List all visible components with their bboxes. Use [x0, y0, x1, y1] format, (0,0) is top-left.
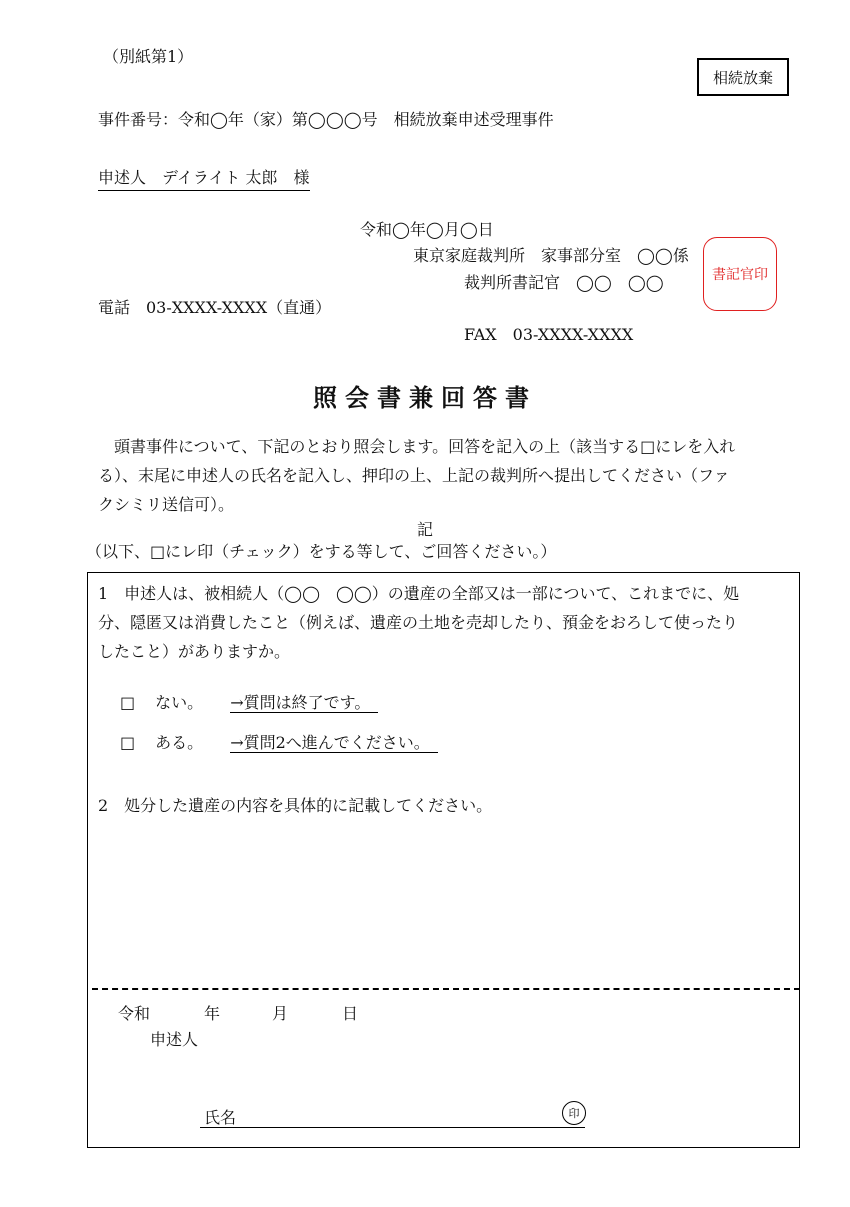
clerk-name: 裁判所書記官 ◯◯ ◯◯ [464, 273, 664, 292]
document-title: 照会書兼回答書 [313, 383, 537, 412]
option-no-label: ない。 [155, 693, 204, 712]
intro-paragraph [98, 432, 798, 519]
fax-number: FAX 03-XXXX-XXXX [464, 325, 634, 344]
option-no-note: →質問は終了です。 [230, 693, 378, 713]
name-label: 氏名 [204, 1108, 237, 1127]
inkan-stamp-mark: 印 [562, 1101, 586, 1125]
clerk-seal: 書記官印 [703, 237, 777, 311]
phone-number: 電話 03-XXXX-XXXX（直通） [98, 298, 332, 317]
ki-heading: 記 [416, 520, 433, 539]
case-number: 事件番号：令和◯年（家）第◯◯◯号 相続放棄申述受理事件 [98, 110, 554, 129]
question-1-line: 分、隠匿又は消費したこと（例えば、遺産の土地を売却したり、預金をおろして使ったり [98, 613, 739, 632]
checkbox-no[interactable]: □ [120, 693, 136, 712]
name-signature-line[interactable] [200, 1127, 585, 1128]
option-yes-label: ある。 [155, 733, 204, 752]
option-no[interactable] [120, 690, 378, 713]
attachment-label: （別紙第1） [103, 47, 194, 66]
applicant-label: 申述人 [150, 1030, 199, 1049]
question-1 [98, 579, 798, 666]
checkbox-yes[interactable]: □ [120, 733, 136, 752]
option-yes[interactable] [120, 730, 438, 753]
issue-date: 令和◯年◯月◯日 [360, 220, 494, 239]
option-yes-note: →質問2へ進んでください。 [230, 733, 438, 753]
question-2: 2 処分した遺産の内容を具体的に記載してください。 [98, 796, 493, 815]
addressee: 申述人 デイライト 太郎 様 [98, 168, 310, 191]
date-era: 令和 [118, 1004, 151, 1023]
question-1-line: 1 申述人は、被相続人（◯◯ ◯◯）の遺産の全部又は一部について、これまでに、処 [98, 584, 740, 603]
date-month: 月 [272, 1004, 289, 1023]
category-box: 相続放棄 [697, 58, 789, 96]
intro-line: クシミリ送信可）。 [98, 495, 235, 514]
intro-line: 頭書事件について、下記のとおり照会します。回答を記入の上（該当する□にレを入れ [114, 437, 736, 456]
date-day: 日 [342, 1004, 359, 1023]
question-2-answer-area[interactable] [98, 830, 788, 970]
date-year: 年 [204, 1004, 221, 1023]
cut-line [92, 988, 800, 990]
answer-instruction: （以下、□にレ印（チェック）をする等して、ご回答ください。） [86, 542, 557, 561]
intro-line: る）、末尾に申述人の氏名を記入し、押印の上、上記の裁判所へ提出してください（ファ [98, 466, 730, 485]
court-name: 東京家庭裁判所 家事部分室 ◯◯係 [413, 246, 689, 265]
question-1-line: したこと）がありますか。 [98, 642, 291, 661]
